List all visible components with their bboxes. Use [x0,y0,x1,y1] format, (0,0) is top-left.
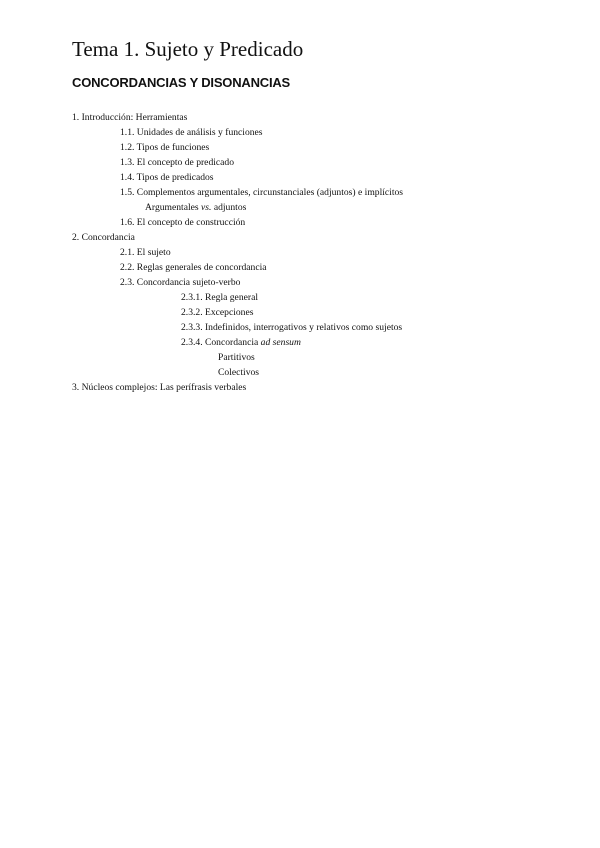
toc-item-1-3: 1.3. El concepto de predicado [120,157,235,168]
toc-item-1-1: 1.1. Unidades de análisis y funciones [120,127,263,138]
page-subtitle: CONCORDANCIAS Y DISONANCIAS [72,75,291,90]
toc-subitem-argumentales-vs-adjuntos [0,200,600,215]
table-of-contents [0,110,600,395]
toc-item-2-3-3: 2.3.3. Indefinidos, interrogativos y relativos como sujetos [181,322,403,333]
toc-item-2-1: 2.1. El sujeto [120,247,171,258]
toc-item-2-3-2: 2.3.2. Excepciones [181,307,254,318]
toc-subitem-text-italic: vs. [201,202,212,213]
toc-item-2-3-4 [0,335,600,350]
toc-subitem-colectivos: Colectivos [218,367,260,378]
toc-item-2-3: 2.3. Concordancia sujeto-verbo [120,277,241,288]
page-title: Tema 1. Sujeto y Predicado [72,37,304,61]
toc-section-3: 3. Núcleos complejos: Las perífrasis verbales [72,382,247,393]
toc-item-1-5: 1.5. Complementos argumentales, circunstanciales (adjuntos) e implícitos [120,187,404,198]
toc-item-2-3-4-italic: ad sensum [260,337,301,348]
toc-item-1-2: 1.2. Tipos de funciones [120,142,210,153]
toc-subitem-text-pre: Argumentales [145,202,202,213]
toc-item-2-3-1: 2.3.1. Regla general [181,292,258,303]
toc-item-1-4: 1.4. Tipos de predicados [120,172,214,183]
toc-item-2-2: 2.2. Reglas generales de concordancia [120,262,267,273]
toc-item-1-6: 1.6. El concepto de construcción [120,217,246,228]
toc-subitem-text-post: adjuntos [211,202,247,213]
toc-item-2-3-4-text: 2.3.4. Concordancia [181,337,261,348]
toc-section-1: 1. Introducción: Herramientas [72,112,188,123]
toc-subitem-partitivos: Partitivos [218,352,255,363]
toc-section-2: 2. Concordancia [72,232,135,243]
